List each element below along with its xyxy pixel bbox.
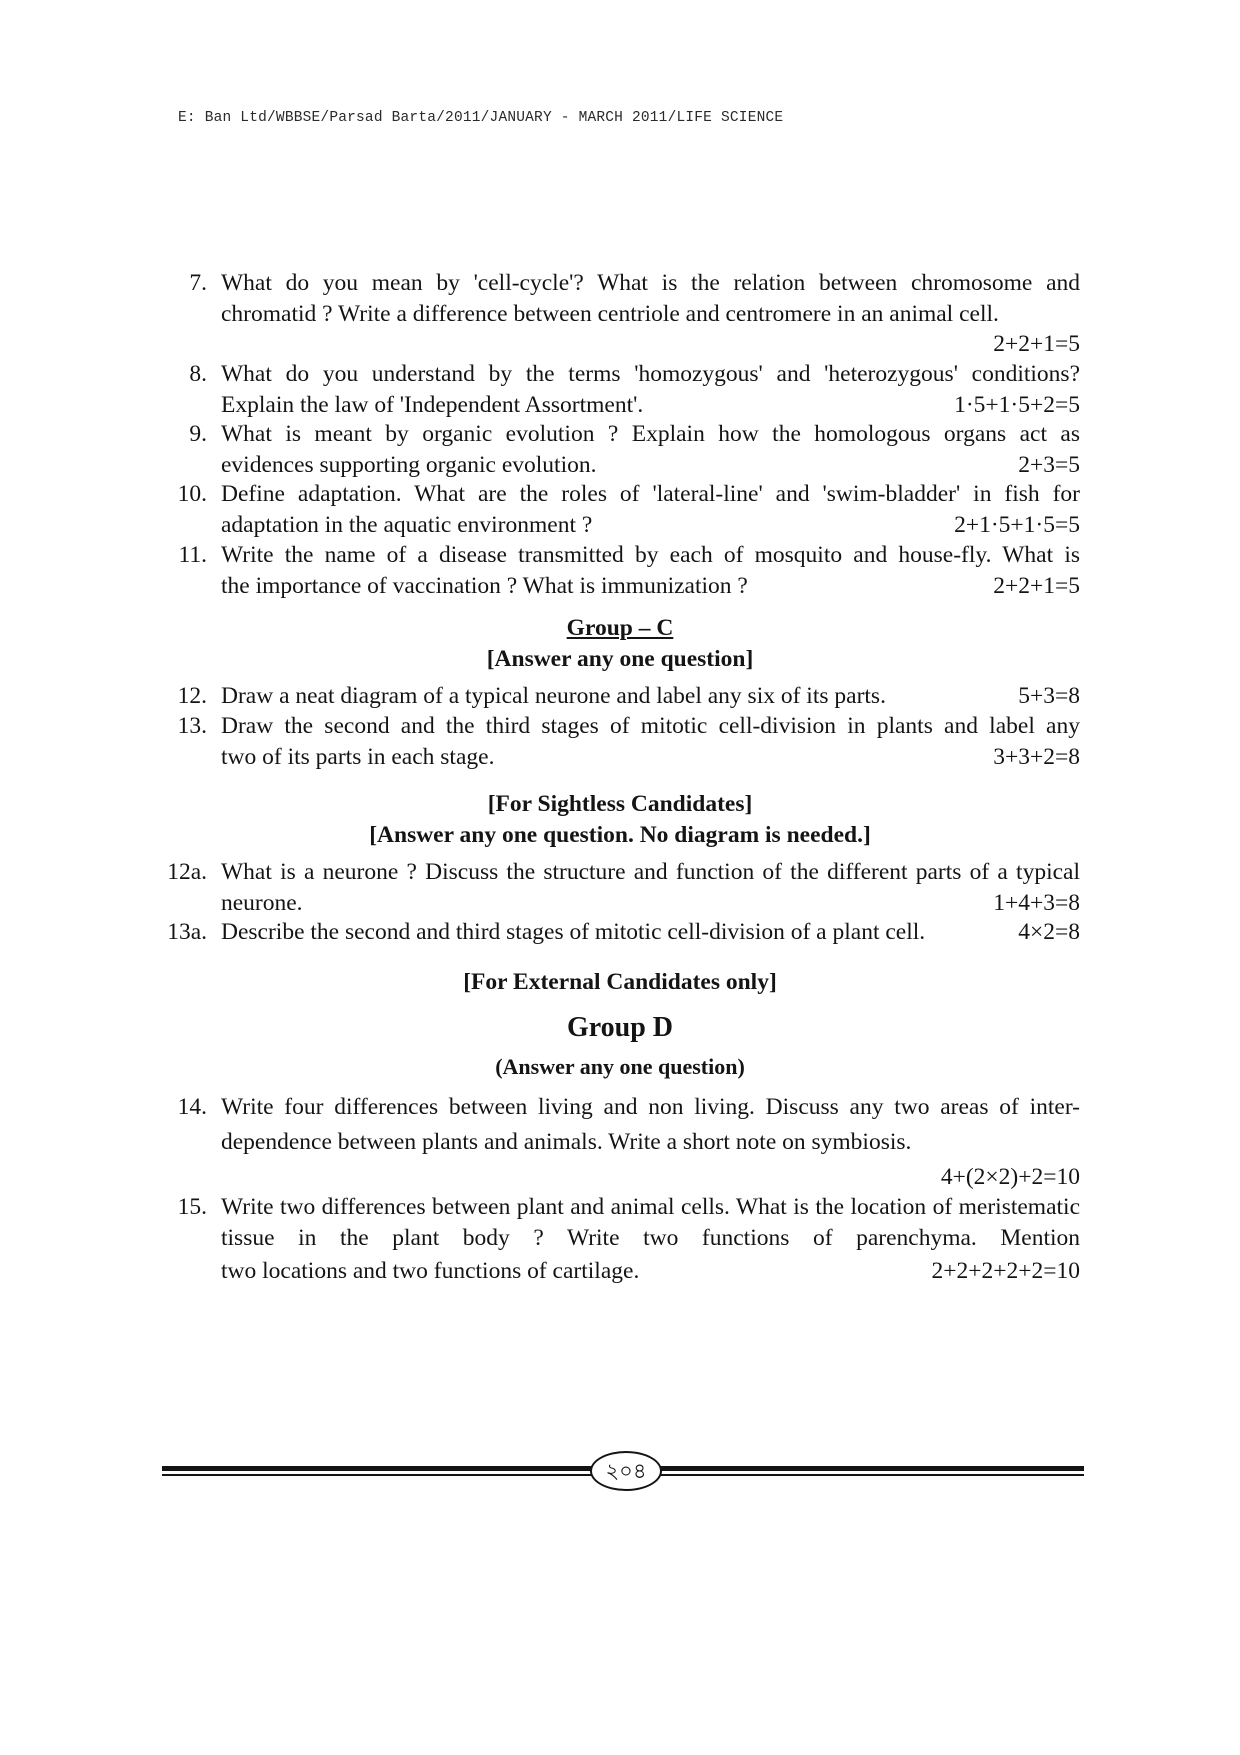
- question-text: Draw the second and the third stages of mitotic cell-division in plants and label any: [221, 713, 1080, 739]
- question-text: Describe the second and third stages of mitotic cell-division of a plant cell.: [221, 919, 926, 945]
- question-marks: 5+3=8: [1018, 683, 1080, 709]
- question-number: 14.: [177, 1094, 207, 1120]
- question-marks: 4+(2×2)+2=10: [940, 1164, 1080, 1190]
- question-text-cont: adaptation in the aquatic environment ?: [221, 511, 593, 538]
- question-text: What is a neurone ? Discuss the structure and function of the different parts of a typical: [221, 859, 1080, 885]
- question-text-cont: Explain the law of 'Independent Assortment'.: [221, 391, 644, 418]
- question-text-cont: the importance of vaccination ? What is immunization ?: [221, 572, 748, 599]
- question-marks: 1·5+1·5+2=5: [954, 391, 1080, 418]
- question-number: 7.: [189, 270, 207, 296]
- group-c-title: Group – C: [566, 615, 674, 641]
- question-marks: 1+4+3=8: [993, 889, 1080, 916]
- question-12a: [160, 857, 1080, 918]
- question-text-cont: two of its parts in each stage.: [221, 743, 495, 770]
- question-number: 8.: [189, 361, 207, 387]
- question-14: [160, 1090, 1080, 1195]
- question-marks: 2+2+2+2+2=10: [931, 1258, 1080, 1284]
- external-title: [For External Candidates only]: [463, 969, 777, 995]
- group-d-title: Group D: [566, 1012, 674, 1043]
- question-12: [160, 681, 1080, 712]
- question-text: Draw a neat diagram of a typical neurone and label any six of its parts.: [221, 683, 886, 709]
- question-11: [160, 540, 1080, 601]
- question-number: 12.: [177, 683, 207, 709]
- question-13a: [160, 917, 1080, 948]
- page-number: ২০৪: [590, 1451, 662, 1491]
- question-marks: 3+3+2=8: [993, 743, 1080, 770]
- question-text-cont: evidences supporting organic evolution.: [221, 451, 597, 478]
- question-10: [160, 479, 1080, 540]
- question-marks: 2+2+1=5: [993, 331, 1080, 357]
- question-number: 15.: [177, 1194, 207, 1220]
- question-13: [160, 711, 1080, 772]
- question-number: 11.: [178, 542, 207, 568]
- question-text: What is meant by organic evolution ? Explain how the homologous organs act as: [221, 421, 1080, 447]
- question-number: 9.: [189, 421, 207, 447]
- question-text: What do you understand by the terms 'homozygous' and 'heterozygous' conditions?: [221, 361, 1080, 387]
- question-marks: 2+2+1=5: [993, 572, 1080, 599]
- question-marks: 2+3=5: [1018, 451, 1080, 478]
- question-text: Define adaptation. What are the roles of 'lateral-line' and 'swim-bladder' in fish for: [221, 481, 1080, 507]
- question-text: Write the name of a disease transmitted by each of mosquito and house-fly. What is: [221, 542, 1080, 568]
- question-text: What do you mean by 'cell-cycle'? What is the relation between chromosome and chromatid ? Write a difference between centriole and centromere in an animal cell.: [221, 270, 1080, 327]
- running-header: E: Ban Ltd/WBBSE/Parsad Barta/2011/JANUARY - MARCH 2011/LIFE SCIENCE: [178, 110, 784, 126]
- question-number: 10.: [177, 481, 207, 507]
- question-text: Write four differences between living and non living. Discuss any two areas of inter-dependence between plants and animals. Write a short note on symbiosis.: [221, 1094, 1080, 1155]
- question-7: [160, 268, 1080, 360]
- sightless-instruction: [Answer any one question. No diagram is needed.]: [369, 822, 871, 848]
- question-number: 13.: [177, 713, 207, 739]
- question-marks: 2+1·5+1·5=5: [954, 511, 1080, 538]
- question-8: [160, 359, 1080, 420]
- question-9: [160, 419, 1080, 480]
- question-15: [160, 1192, 1080, 1288]
- question-text: Write two differences between plant and animal cells. What is the location of meristematic tissue in the plant body ? Write two functions of parenchyma. Mention: [221, 1194, 1080, 1251]
- question-text-cont: neurone.: [221, 889, 303, 916]
- sightless-title: [For Sightless Candidates]: [487, 791, 753, 817]
- question-number: 13a.: [167, 919, 207, 945]
- question-text-cont: two locations and two functions of cartilage.: [221, 1258, 640, 1284]
- group-d-instruction: (Answer any one question): [495, 1054, 745, 1079]
- question-marks: 4×2=8: [1018, 919, 1080, 945]
- question-number: 12a.: [167, 859, 207, 885]
- group-c-instruction: [Answer any one question]: [486, 646, 754, 672]
